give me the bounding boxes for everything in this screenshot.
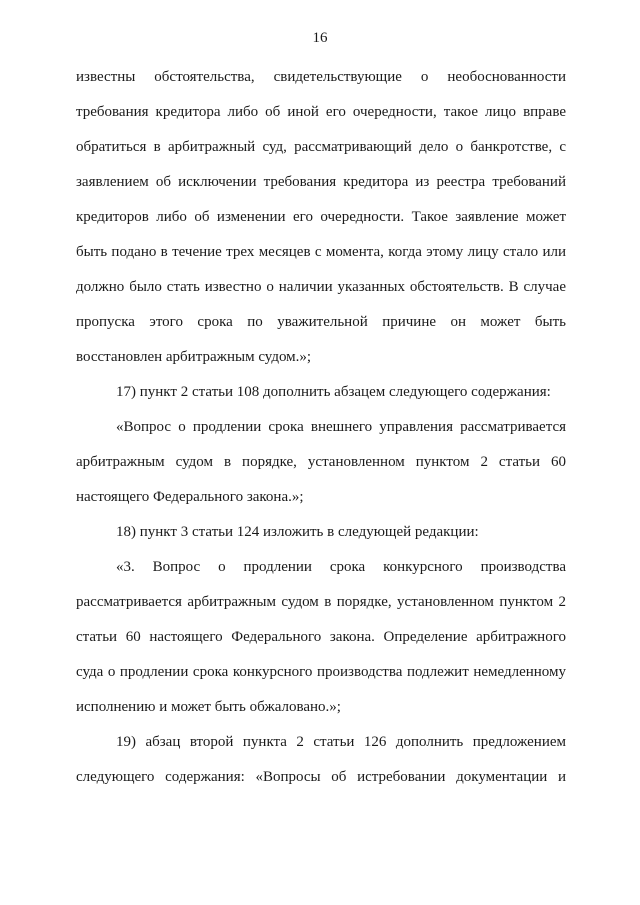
paragraph-continuation: известны обстоятельства, свидетельствующие о необоснованности требования кредитора либо об иной его очередности, такое лицо вправе обратиться в арбитражный суд, рассматривающий дело о банкротстве, с заявлением об исключении требования кредитора из реестра требований кредиторов либо об изменении его очередности. Такое заявление может быть подано в течение трех месяцев с момента, когда этому лицу стало или должно было стать известно о наличии указанных обстоятельств. В случае пропуска этого срока по уважительной причине он может быть восстановлен арбитражным судом.»; [76,69,566,365]
paragraph-item-19: 19) абзац второй пункта 2 статьи 126 дополнить предложением следующего содержания: «Вопросы об истребовании документации и [76,734,566,785]
paragraph-quote-17: «Вопрос о продлении срока внешнего управления рассматривается арбитражным судом в порядке, установленном пунктом 2 статьи 60 настоящего Федерального закона.»; [76,419,566,505]
document-body [76,60,566,795]
page-number: 16 [312,30,328,46]
paragraph-quote-18: «3. Вопрос о продлении срока конкурсного производства рассматривается арбитражным судом в порядке, установленном пунктом 2 статьи 60 настоящего Федерального закона. Определение арбитражного суда о продлении срока конкурсного производства подлежит немедленному исполнению и может быть обжаловано.»; [76,559,566,715]
paragraph-item-17: 17) пункт 2 статьи 108 дополнить абзацем следующего содержания: [116,384,551,400]
paragraph-item-18: 18) пункт 3 статьи 124 изложить в следующей редакции: [116,524,479,540]
